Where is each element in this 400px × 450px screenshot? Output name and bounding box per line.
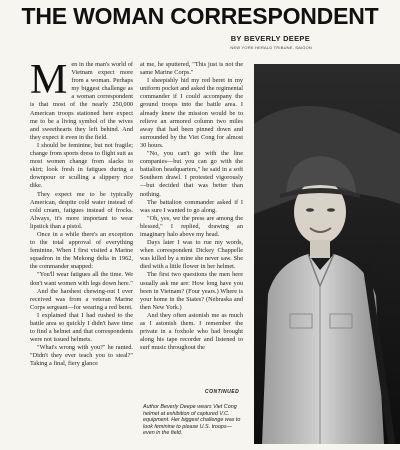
paragraph: "Oh, yes, we the press are among the blessed," I replied, drawing an imaginary halo above my head. bbox=[140, 214, 243, 238]
byline-affiliation: NEW YORK HERALD TRIBUNE, SAIGON bbox=[230, 45, 312, 50]
author-photo bbox=[254, 64, 400, 444]
paragraph: They expect me to be typically American, despite cold water instead of cold cream, fatigues instead of frocks. Always, it's more important to wear lipstick than a pistol. bbox=[30, 190, 133, 230]
paragraph: I sheepishly hid my red beret in my uniform pocket and asked the regimental commander if I could accompany the ground troops into the battle area. I already knew the mission would be to relieve an armored column two miles away that had been pinned down and surrounded by the Viet Cong for almost 30 hours. bbox=[140, 77, 243, 149]
text-column-1 bbox=[30, 61, 133, 446]
continued-label: CONTINUED bbox=[205, 389, 240, 395]
drop-cap: M bbox=[30, 61, 68, 103]
paragraph: I explained that I had rushed to the battle area so quickly I didn't have time to find a helmet and that correspondents were not issued helmets. bbox=[30, 311, 133, 344]
paragraph: "What's wrong with you?" he ranted. "Didn't they ever teach you to steal?" Taking a final, fiery glance bbox=[30, 344, 133, 368]
author-photo-image bbox=[254, 64, 400, 444]
paragraph: And the harshest chewing-out I ever received was from a veteran Marine Corps sergeant—for wearing a red beret. bbox=[30, 287, 133, 311]
article-headline: THE WOMAN CORRESPONDENT bbox=[21, 3, 379, 29]
paragraph: And they often astonish me as much as I astonish them. I remember the private in a foxhole who had brought along his tape recorder and listened to surf music throughout the bbox=[140, 311, 243, 352]
paragraph: "No, you can't go with the line companies—but you can go with the battalion headquarters," he said in a soft Southern drawl. I protested vigorously—but decided that was better than nothing. bbox=[140, 150, 243, 198]
paragraph: I should be feminine, but not fragile; change from sports dress to flight suit as most women change from slacks to skirt; look fresh in fatigues during a downpour or sculling a slippery rice dike. bbox=[30, 141, 133, 190]
photo-caption: Author Beverly Deepe wears Viet Cong helmet at exhibition of captured V.C. equipment. Her biggest challenge was to look feminine to please U.S. troops—even in the field. bbox=[143, 404, 241, 437]
article-byline: BY BEVERLY DEEPE bbox=[230, 34, 310, 43]
paragraph: The battalion commander asked if I was sure I wanted to go along. bbox=[140, 198, 243, 214]
paragraph: at me, he sputtered, "This just is not the same Marine Corps." bbox=[140, 61, 243, 77]
paragraph: "You'll wear fatigues all the time. We don't want women with legs down here." bbox=[30, 271, 133, 287]
paragraph: Days later I was to rue my words, when correspondent Dickey Chappelle was killed by a mine she never saw. She died with a little flower in her helmet. bbox=[140, 239, 243, 271]
paragraph: Once in a while there's an exception to the total approval of everything feminine. When I first visited a Marine squadron in the Mekong delta in 1962, the commander snapped: bbox=[30, 230, 133, 271]
text-column-2 bbox=[140, 61, 243, 439]
paragraph: The first two questions the men here usually ask me are: How long have you been in Vietnam? (Four years.) Where is your home in the States? (Nebraska and then New York.) bbox=[140, 271, 243, 311]
paragraph: Men in the man's world of Vietnam expect more from a woman. Perhaps my biggest challenge as a woman correspondent is that most of the nearly 250,000 American troops stationed here expect me to be a living symbol of the wives and sweethearts they left behind. And they expect it even in the field. bbox=[30, 61, 133, 141]
